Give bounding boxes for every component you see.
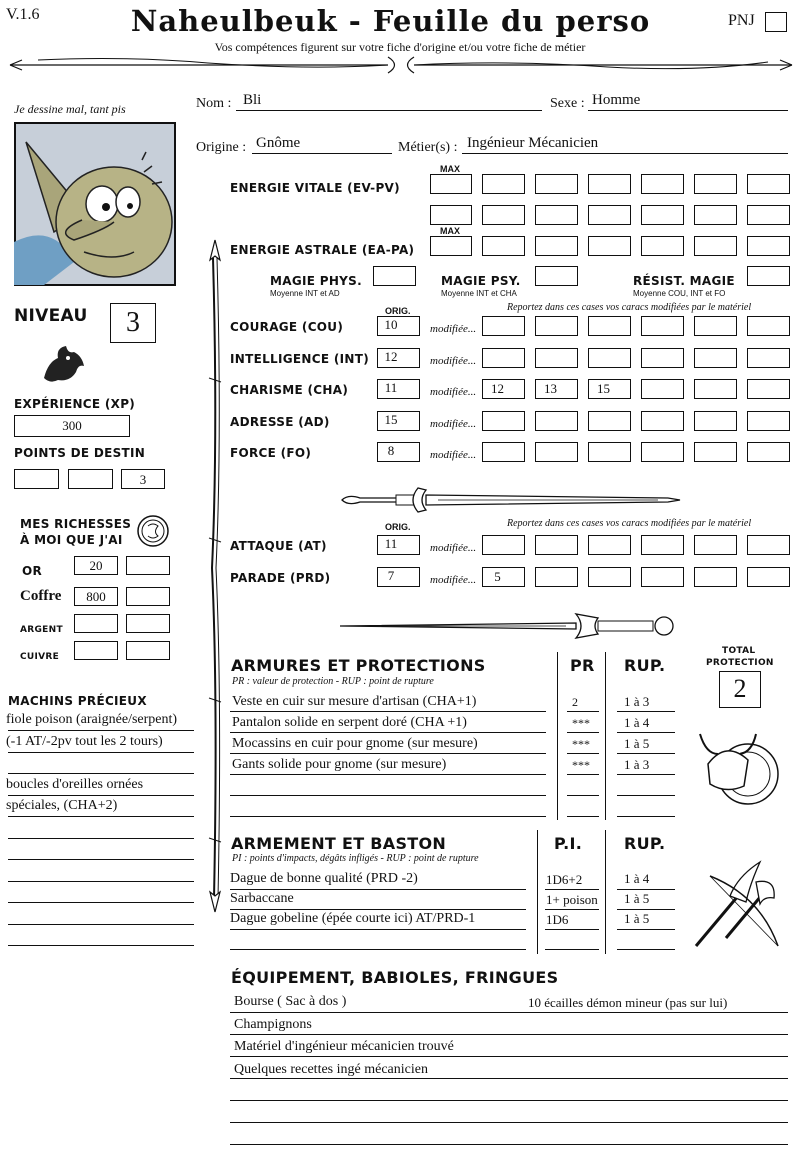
ev-box[interactable] [482, 174, 525, 194]
niveau-label: NIVEAU [14, 306, 88, 326]
stat-mod-box[interactable] [694, 348, 737, 368]
ev-box-2[interactable] [430, 205, 472, 225]
stat-orig-value[interactable]: 8 [387, 443, 395, 458]
stat-mod-box[interactable] [747, 316, 790, 336]
stat-mod-box[interactable] [588, 411, 631, 431]
stat-mod-box[interactable] [694, 535, 737, 555]
arme-pi[interactable]: 1D6 [546, 912, 569, 927]
stat-mod-box[interactable] [694, 567, 737, 587]
resist-magie-box[interactable] [747, 266, 790, 286]
stat-mod-box[interactable] [588, 567, 631, 587]
stat-mod-box[interactable] [694, 411, 737, 431]
stat-mod-box[interactable] [482, 348, 525, 368]
stat-mod-box[interactable] [747, 567, 790, 587]
xp-value[interactable]: 300 [62, 418, 82, 433]
helmet-shield-icon [696, 724, 786, 808]
resist-magie-label: RÉSIST. MAGIE [633, 274, 735, 288]
stat-modif-label: modifiée... [430, 449, 477, 461]
equipement-item[interactable]: Matériel d'ingénieur mécanicien trouvé [234, 1039, 454, 1054]
stat-mod-box[interactable] [747, 379, 790, 399]
pnj-label: PNJ [728, 12, 755, 29]
stat-orig-value[interactable]: 11 [384, 380, 398, 395]
stat-mod-box[interactable] [535, 567, 578, 587]
coffre-box-2[interactable] [126, 587, 170, 606]
ea-max-label: MAX [440, 226, 460, 236]
stat-orig-value[interactable]: 11 [384, 536, 398, 551]
stat-mod-value[interactable]: 12 [491, 381, 504, 396]
stat-mod-value[interactable]: 13 [544, 381, 557, 396]
stat-mod-box[interactable] [641, 411, 684, 431]
destin-value[interactable]: 3 [139, 472, 147, 487]
sword-icon [338, 480, 683, 520]
ev-box-2[interactable] [482, 205, 525, 225]
pnj-checkbox[interactable] [765, 12, 787, 32]
stat-mod-box[interactable] [641, 567, 684, 587]
ev-box-2[interactable] [641, 205, 684, 225]
origine-label: Origine : [196, 140, 247, 155]
total-protection-label-1: TOTAL [722, 646, 756, 656]
ea-box[interactable] [641, 236, 684, 256]
arme-pi[interactable]: 1D6+2 [546, 872, 583, 887]
precieux-line [8, 859, 194, 860]
armure-name[interactable]: Pantalon solide en serpent doré (CHA +1) [232, 715, 467, 730]
stat-modif-label: modifiée... [430, 542, 477, 554]
stat-mod-box[interactable] [535, 316, 578, 336]
stat-orig-value[interactable]: 7 [387, 567, 395, 583]
precieux-line [8, 816, 194, 817]
niveau-value[interactable]: 3 [126, 307, 140, 338]
portrait-image [14, 122, 176, 286]
armure-pr[interactable]: *** [572, 758, 590, 772]
ev-max-label: MAX [440, 164, 460, 174]
destin-box-1[interactable] [14, 469, 59, 489]
arme-name[interactable]: Dague de bonne qualité (PRD -2) [230, 871, 418, 886]
stat-mod-box[interactable] [482, 535, 525, 555]
ea-box[interactable] [535, 236, 578, 256]
ev-label: ENERGIE VITALE (EV-PV) [230, 181, 400, 195]
ev-box-2[interactable] [588, 205, 631, 225]
stat-mod-box[interactable] [747, 411, 790, 431]
ev-box[interactable] [641, 174, 684, 194]
stat-label: PARADE (PRD) [230, 570, 331, 585]
resist-magie-note: Moyenne COU, INT et FO [633, 289, 726, 298]
combat-note: Reportez dans ces cases vos caracs modifiées par le matériel [507, 518, 752, 529]
ev-box-2[interactable] [535, 205, 578, 225]
nom-label: Nom : [196, 96, 232, 111]
stat-modif-label: modifiée... [430, 417, 477, 430]
cuivre-box[interactable] [74, 641, 118, 660]
stat-mod-box[interactable] [641, 379, 684, 399]
precieux-line [8, 945, 194, 946]
stat-mod-box[interactable] [588, 535, 631, 555]
metier-value[interactable]: Ingénieur Mécanicien [467, 135, 599, 151]
precieux-line [8, 924, 194, 925]
magie-psy-note: Moyenne INT et CHA [441, 289, 517, 298]
armure-name[interactable]: Veste en cuir sur mesure d'artisan (CHA+1) [232, 694, 477, 709]
total-protection-value[interactable]: 2 [733, 674, 747, 703]
stat-mod-box[interactable] [641, 348, 684, 368]
stat-mod-box[interactable] [747, 535, 790, 555]
or-label: OR [22, 564, 43, 578]
stat-mod-box[interactable] [641, 535, 684, 555]
stat-mod-box[interactable] [694, 316, 737, 336]
stat-mod-box[interactable] [535, 411, 578, 431]
armures-rup-header: RUP. [624, 656, 666, 675]
arme-pi[interactable]: 1+ poison [546, 892, 598, 907]
portrait-caption: Je dessine mal, tant pis [14, 102, 126, 116]
version-label: V.1.6 [6, 6, 40, 23]
stat-mod-box[interactable] [641, 316, 684, 336]
arme-name[interactable]: Sarbaccane [230, 891, 294, 906]
armure-name[interactable]: Mocassins en cuir pour gnome (sur mesure) [232, 736, 478, 751]
equipement-extra[interactable]: 10 écailles démon mineur (pas sur lui) [528, 995, 728, 1010]
precieux-line [8, 730, 194, 731]
precieux-line [8, 752, 194, 753]
magie-phys-note: Moyenne INT et AD [270, 289, 340, 298]
stat-label: FORCE (FO) [230, 446, 312, 460]
sword-icon [336, 608, 681, 644]
stat-mod-box[interactable] [535, 348, 578, 368]
ea-box[interactable] [747, 236, 790, 256]
armure-rup[interactable]: 1 à 4 [624, 715, 650, 730]
armure-rup[interactable]: 1 à 3 [624, 694, 650, 709]
coffre-label: Coffre [20, 588, 62, 604]
stat-mod-box[interactable] [694, 379, 737, 399]
stat-modif-label: modifiée... [430, 573, 477, 586]
pi-header: P.I. [554, 834, 583, 853]
stat-label: COURAGE (COU) [230, 320, 344, 334]
combat-orig-label: ORIG. [385, 522, 411, 532]
stat-label: ATTAQUE (AT) [230, 539, 327, 553]
ea-label: ENERGIE ASTRALE (EA-PA) [230, 243, 415, 257]
precieux-line [8, 773, 194, 774]
precieux-line [8, 795, 194, 796]
equipement-item[interactable]: Quelques recettes ingé mécanicien [234, 1061, 428, 1077]
stat-modif-label: modifiée... [430, 323, 477, 335]
ea-box[interactable] [694, 236, 737, 256]
stat-mod-box[interactable] [482, 411, 525, 431]
stat-mod-box[interactable] [747, 442, 790, 462]
stat-mod-box[interactable] [535, 535, 578, 555]
precieux-title: MACHINS PRÉCIEUX [8, 694, 147, 708]
stat-orig-value[interactable]: 15 [384, 411, 398, 427]
stat-mod-box[interactable] [694, 442, 737, 462]
ev-box[interactable] [747, 174, 790, 194]
ea-box[interactable] [482, 236, 525, 256]
precieux-item[interactable]: spéciales, (CHA+2) [6, 798, 118, 813]
stat-orig-value[interactable]: 10 [384, 317, 398, 332]
ev-box-2[interactable] [747, 205, 790, 225]
cuivre-box-2[interactable] [126, 641, 170, 660]
origine-value[interactable]: Gnôme [256, 135, 301, 151]
stat-orig-value[interactable]: 12 [384, 348, 398, 364]
stat-mod-box[interactable] [588, 442, 631, 462]
magie-psy-box[interactable] [535, 266, 578, 286]
magie-phys-box[interactable] [373, 266, 416, 286]
ev-box[interactable] [588, 174, 631, 194]
or-box-2[interactable] [126, 556, 170, 575]
precieux-line [8, 838, 194, 839]
destin-box-2[interactable] [68, 469, 113, 489]
stat-mod-box[interactable] [482, 442, 525, 462]
arme-name[interactable]: Dague gobeline (épée courte ici) AT/PRD-1 [230, 911, 476, 926]
arme-rup[interactable]: 1 à 5 [624, 891, 650, 906]
armures-sub: PR : valeur de protection - RUP : point de rupture [232, 676, 434, 687]
ea-box[interactable] [588, 236, 631, 256]
stat-mod-box[interactable] [588, 316, 631, 336]
stat-label: INTELLIGENCE (INT) [230, 351, 369, 366]
stat-mod-box[interactable] [535, 442, 578, 462]
stat-mod-box[interactable] [588, 348, 631, 368]
staff-icon [200, 238, 230, 914]
argent-box-2[interactable] [126, 614, 170, 633]
arme-rup[interactable]: 1 à 5 [624, 911, 650, 926]
stat-label: CHARISME (CHA) [230, 383, 349, 397]
metier-label: Métier(s) : [398, 140, 458, 155]
stat-mod-value[interactable]: 15 [597, 381, 610, 396]
weapons-icon [690, 856, 786, 950]
xp-label: EXPÉRIENCE (XP) [14, 397, 136, 411]
precieux-item[interactable]: (-1 AT/-2pv tout les 2 tours) [6, 733, 163, 749]
magie-psy-label: MAGIE PSY. [441, 274, 521, 288]
armure-pr[interactable]: *** [572, 737, 590, 751]
armure-name[interactable]: Gants solide pour gnome (sur mesure) [232, 757, 447, 772]
cuivre-label: CUIVRE [20, 652, 60, 662]
armement-rup-header: RUP. [624, 834, 666, 853]
header-ornament [8, 54, 794, 76]
ev-box[interactable] [694, 174, 737, 194]
pr-header: PR [570, 656, 595, 675]
stats-orig-label: ORIG. [385, 306, 411, 316]
arme-rup[interactable]: 1 à 4 [624, 871, 650, 886]
nom-value[interactable]: Bli [243, 92, 262, 108]
armement-title: ARMEMENT ET BASTON [231, 834, 447, 853]
armement-sub: PI : points d'impacts, dégâts infligés - RUP : point de rupture [232, 853, 479, 864]
stat-mod-box[interactable] [482, 316, 525, 336]
ev-box-2[interactable] [694, 205, 737, 225]
destin-label: POINTS DE DESTIN [14, 446, 146, 460]
stat-modif-label: modifiée... [430, 386, 477, 398]
equipement-title: ÉQUIPEMENT, BABIOLES, FRINGUES [231, 968, 559, 987]
ev-box[interactable] [535, 174, 578, 194]
precieux-item[interactable]: fiole poison (araignée/serpent) [6, 712, 178, 727]
ev-max-box[interactable] [430, 174, 472, 194]
ea-box[interactable] [430, 236, 472, 256]
argent-box[interactable] [74, 614, 118, 633]
total-protection-label-2: PROTECTION [706, 658, 774, 668]
precieux-item[interactable]: boucles d'oreilles ornées [6, 776, 144, 792]
equipement-item[interactable]: Champignons [234, 1016, 312, 1032]
coffre-value[interactable]: 800 [86, 589, 106, 604]
sexe-value[interactable]: Homme [592, 92, 641, 108]
armure-rup[interactable]: 1 à 3 [624, 757, 650, 772]
stat-mod-box[interactable] [641, 442, 684, 462]
richesses-title-1: MES RICHESSES [20, 517, 132, 531]
stat-modif-label: modifiée... [430, 354, 477, 367]
stat-label: ADRESSE (AD) [230, 414, 330, 429]
armure-pr[interactable]: 2 [572, 695, 578, 709]
armure-rup[interactable]: 1 à 5 [624, 736, 650, 751]
precieux-line [8, 881, 194, 882]
sheet-title: Naheulbeuk - Feuille du perso [130, 4, 651, 38]
coin-icon [136, 514, 170, 548]
stats-note: Reportez dans ces cases vos caracs modifiées par le matériel [507, 302, 752, 313]
sheet-subtitle: Vos compétences figurent sur votre fiche d'origine et/ou votre fiche de métier [214, 40, 586, 54]
armures-title: ARMURES ET PROTECTIONS [231, 656, 486, 675]
stat-mod-value[interactable]: 5 [494, 568, 501, 584]
magie-phys-label: MAGIE PHYS. [270, 274, 362, 288]
armure-pr[interactable]: *** [572, 716, 590, 730]
argent-label: ARGENT [20, 625, 63, 635]
richesses-title-2: À MOI QUE J'AI [20, 533, 123, 547]
precieux-line [8, 902, 194, 903]
dragon-icon [38, 342, 88, 384]
or-value[interactable]: 20 [89, 558, 103, 573]
equipement-item[interactable]: Bourse ( Sac à dos ) [234, 994, 347, 1009]
stat-mod-box[interactable] [747, 348, 790, 368]
sexe-label: Sexe : [550, 96, 585, 111]
